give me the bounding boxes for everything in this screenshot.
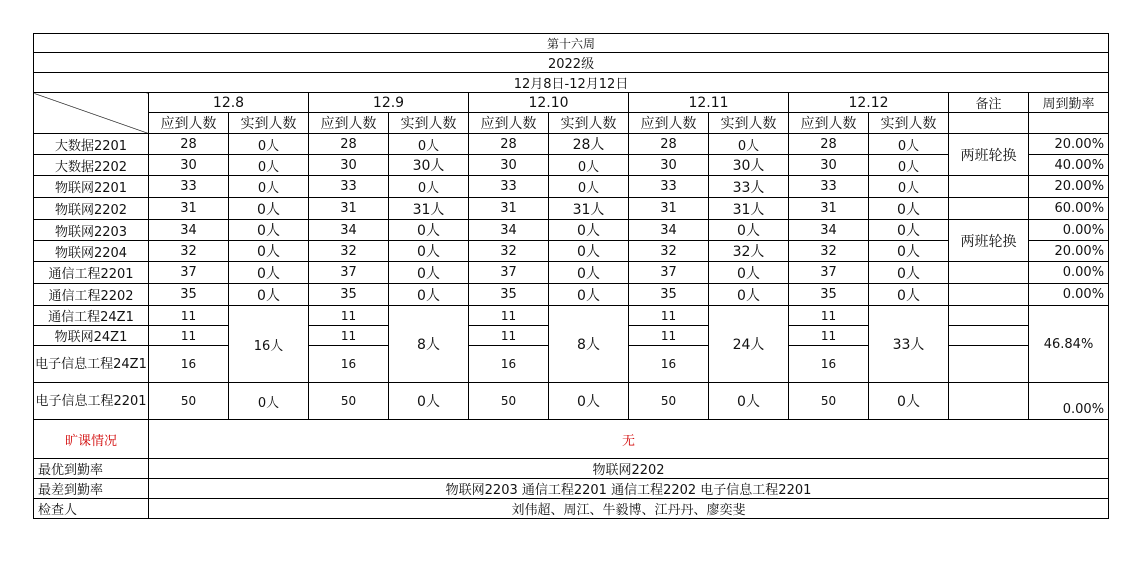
merged-actual-count: 8人 (549, 306, 629, 383)
expected-count: 37 (469, 262, 549, 284)
expected-count: 34 (309, 220, 389, 241)
actual-count: 0人 (389, 134, 469, 155)
actual-count: 33人 (709, 176, 789, 198)
table-row (34, 155, 1109, 176)
actual-count: 0人 (389, 220, 469, 241)
table-row (34, 198, 1109, 220)
actual-count: 0人 (869, 241, 949, 262)
actual-count: 0人 (549, 220, 629, 241)
day-header: 12.12 (789, 93, 949, 113)
remark-cell (949, 306, 1029, 326)
rate-cell: 0.00% (1029, 262, 1109, 284)
expected-count: 30 (789, 155, 869, 176)
actual-count: 0人 (389, 262, 469, 284)
remark-cell (949, 346, 1029, 383)
expected-count: 30 (309, 155, 389, 176)
expected-count: 28 (149, 134, 229, 155)
expected-count: 16 (309, 346, 389, 383)
table-row (34, 479, 1109, 499)
class-name: 通信工程24Z1 (34, 306, 149, 326)
actual-count: 0人 (869, 284, 949, 306)
rate-cell: 40.00% (1029, 155, 1109, 176)
expected-count: 37 (789, 262, 869, 284)
best-label: 最优到勤率 (34, 459, 149, 479)
class-name: 物联网2202 (34, 198, 149, 220)
expected-count: 16 (149, 346, 229, 383)
actual-count: 0人 (869, 198, 949, 220)
remark-header: 备注 (949, 93, 1029, 113)
actual-header: 实到人数 (869, 113, 949, 134)
expected-count: 37 (309, 262, 389, 284)
expected-count: 31 (789, 198, 869, 220)
actual-count: 0人 (869, 134, 949, 155)
expected-count: 50 (309, 383, 389, 420)
table-row (34, 306, 1109, 326)
expected-count: 33 (789, 176, 869, 198)
actual-count: 0人 (229, 134, 309, 155)
expected-count: 33 (149, 176, 229, 198)
class-name: 通信工程2202 (34, 284, 149, 306)
remark-cell (949, 198, 1029, 220)
actual-count: 0人 (229, 176, 309, 198)
table-row (34, 459, 1109, 479)
actual-header: 实到人数 (549, 113, 629, 134)
expected-count: 35 (469, 284, 549, 306)
expected-count: 50 (629, 383, 709, 420)
actual-count: 32人 (709, 241, 789, 262)
expected-header: 应到人数 (789, 113, 869, 134)
class-name: 通信工程2201 (34, 262, 149, 284)
expected-count: 33 (629, 176, 709, 198)
expected-count: 16 (789, 346, 869, 383)
actual-count: 31人 (549, 198, 629, 220)
actual-count: 0人 (869, 176, 949, 198)
table-row (34, 34, 1109, 53)
actual-count: 30人 (389, 155, 469, 176)
rate-cell: 20.00% (1029, 176, 1109, 198)
actual-count: 0人 (709, 262, 789, 284)
expected-count: 37 (629, 262, 709, 284)
day-header: 12.10 (469, 93, 629, 113)
table-row (34, 262, 1109, 284)
table-row (34, 241, 1109, 262)
expected-count: 31 (309, 198, 389, 220)
rate-cell: 0.00% (1029, 284, 1109, 306)
expected-count: 11 (309, 306, 389, 326)
table-row (34, 220, 1109, 241)
inspector-value: 刘伟超、周江、牛毅博、江丹丹、廖奕斐 (149, 499, 1109, 519)
actual-count: 0人 (869, 220, 949, 241)
merged-actual-count: 33人 (869, 306, 949, 383)
table-row (34, 499, 1109, 519)
day-header: 12.11 (629, 93, 789, 113)
remark-cell: 两班轮换 (949, 134, 1029, 176)
expected-count: 11 (149, 326, 229, 346)
expected-count: 33 (469, 176, 549, 198)
expected-header: 应到人数 (629, 113, 709, 134)
actual-count: 28人 (549, 134, 629, 155)
remark-cell (949, 262, 1029, 284)
date-range: 12月8日-12月12日 (34, 73, 1109, 93)
expected-count: 28 (629, 134, 709, 155)
expected-count: 30 (149, 155, 229, 176)
table-row (34, 284, 1109, 306)
expected-count: 32 (629, 241, 709, 262)
actual-count: 0人 (389, 383, 469, 420)
rate-cell: 0.00% (1029, 220, 1109, 241)
actual-count: 0人 (229, 220, 309, 241)
table-row (34, 420, 1109, 459)
grade-title: 2022级 (34, 53, 1109, 73)
week-title: 第十六周 (34, 34, 1109, 53)
actual-count: 0人 (229, 262, 309, 284)
class-name: 物联网2203 (34, 220, 149, 241)
expected-count: 35 (629, 284, 709, 306)
expected-count: 30 (629, 155, 709, 176)
actual-count: 0人 (549, 262, 629, 284)
expected-count: 37 (149, 262, 229, 284)
absence-label: 旷课情况 (34, 420, 149, 459)
expected-count: 34 (469, 220, 549, 241)
expected-count: 35 (149, 284, 229, 306)
remark-cell (949, 383, 1029, 420)
actual-count: 0人 (229, 155, 309, 176)
actual-count: 0人 (709, 220, 789, 241)
actual-count: 0人 (229, 198, 309, 220)
worst-value: 物联网2203 通信工程2201 通信工程2202 电子信息工程2201 (149, 479, 1109, 499)
expected-count: 31 (629, 198, 709, 220)
class-name: 大数据2202 (34, 155, 149, 176)
actual-header: 实到人数 (389, 113, 469, 134)
actual-count: 31人 (389, 198, 469, 220)
expected-count: 11 (469, 326, 549, 346)
merged-actual-count: 24人 (709, 306, 789, 383)
actual-count: 0人 (549, 176, 629, 198)
expected-count: 28 (789, 134, 869, 155)
actual-count: 0人 (869, 262, 949, 284)
expected-count: 11 (149, 306, 229, 326)
expected-header: 应到人数 (309, 113, 389, 134)
rate-cell: 20.00% (1029, 241, 1109, 262)
expected-count: 11 (789, 326, 869, 346)
day-header: 12.8 (149, 93, 309, 113)
remark-cell (949, 176, 1029, 198)
actual-count: 0人 (869, 383, 949, 420)
table-row (34, 113, 1109, 134)
expected-count: 32 (789, 241, 869, 262)
best-value: 物联网2202 (149, 459, 1109, 479)
actual-count: 0人 (709, 383, 789, 420)
actual-count: 0人 (549, 284, 629, 306)
expected-count: 50 (469, 383, 549, 420)
rate-cell: 20.00% (1029, 134, 1109, 155)
expected-count: 16 (469, 346, 549, 383)
expected-count: 11 (629, 326, 709, 346)
rate-header: 周到勤率 (1029, 93, 1109, 113)
table-row (34, 134, 1109, 155)
actual-count: 0人 (229, 383, 309, 420)
actual-count: 0人 (549, 383, 629, 420)
class-name: 物联网2204 (34, 241, 149, 262)
remark-empty (949, 113, 1029, 134)
table-row (34, 73, 1109, 93)
expected-count: 28 (469, 134, 549, 155)
expected-count: 34 (629, 220, 709, 241)
actual-count: 30人 (709, 155, 789, 176)
expected-count: 34 (149, 220, 229, 241)
actual-header: 实到人数 (229, 113, 309, 134)
inspector-label: 检查人 (34, 499, 149, 519)
actual-count: 0人 (389, 241, 469, 262)
actual-count: 0人 (229, 241, 309, 262)
rate-empty (1029, 113, 1109, 134)
actual-header: 实到人数 (709, 113, 789, 134)
class-name: 电子信息工程24Z1 (34, 346, 149, 383)
absence-value: 无 (149, 420, 1109, 459)
expected-count: 32 (309, 241, 389, 262)
expected-count: 35 (309, 284, 389, 306)
rate-cell: 0.00% (1029, 383, 1109, 420)
table-row (34, 93, 1109, 113)
actual-count: 0人 (549, 241, 629, 262)
corner-diagonal-cell (34, 93, 149, 134)
expected-count: 16 (629, 346, 709, 383)
expected-count: 31 (469, 198, 549, 220)
merged-actual-count: 16人 (229, 306, 309, 383)
day-header: 12.9 (309, 93, 469, 113)
expected-count: 31 (149, 198, 229, 220)
table-row (34, 53, 1109, 73)
class-name: 物联网2201 (34, 176, 149, 198)
worst-label: 最差到勤率 (34, 479, 149, 499)
actual-count: 0人 (389, 176, 469, 198)
attendance-table (33, 33, 1109, 519)
expected-count: 50 (149, 383, 229, 420)
group-rate: 46.84% (1029, 306, 1109, 383)
actual-count: 0人 (389, 284, 469, 306)
expected-header: 应到人数 (149, 113, 229, 134)
expected-count: 32 (149, 241, 229, 262)
class-name: 大数据2201 (34, 134, 149, 155)
expected-count: 11 (309, 326, 389, 346)
actual-count: 0人 (709, 284, 789, 306)
expected-count: 33 (309, 176, 389, 198)
remark-cell (949, 284, 1029, 306)
table-row (34, 383, 1109, 420)
actual-count: 0人 (229, 284, 309, 306)
expected-count: 34 (789, 220, 869, 241)
expected-count: 28 (309, 134, 389, 155)
expected-header: 应到人数 (469, 113, 549, 134)
actual-count: 0人 (869, 155, 949, 176)
actual-count: 0人 (709, 134, 789, 155)
expected-count: 50 (789, 383, 869, 420)
expected-count: 30 (469, 155, 549, 176)
class-name: 物联网24Z1 (34, 326, 149, 346)
expected-count: 35 (789, 284, 869, 306)
remark-cell (949, 326, 1029, 346)
table-row (34, 176, 1109, 198)
merged-actual-count: 8人 (389, 306, 469, 383)
actual-count: 0人 (549, 155, 629, 176)
expected-count: 11 (789, 306, 869, 326)
expected-count: 11 (629, 306, 709, 326)
class-name: 电子信息工程2201 (34, 383, 149, 420)
expected-count: 32 (469, 241, 549, 262)
rate-cell: 60.00% (1029, 198, 1109, 220)
expected-count: 11 (469, 306, 549, 326)
actual-count: 31人 (709, 198, 789, 220)
remark-cell: 两班轮换 (949, 220, 1029, 262)
